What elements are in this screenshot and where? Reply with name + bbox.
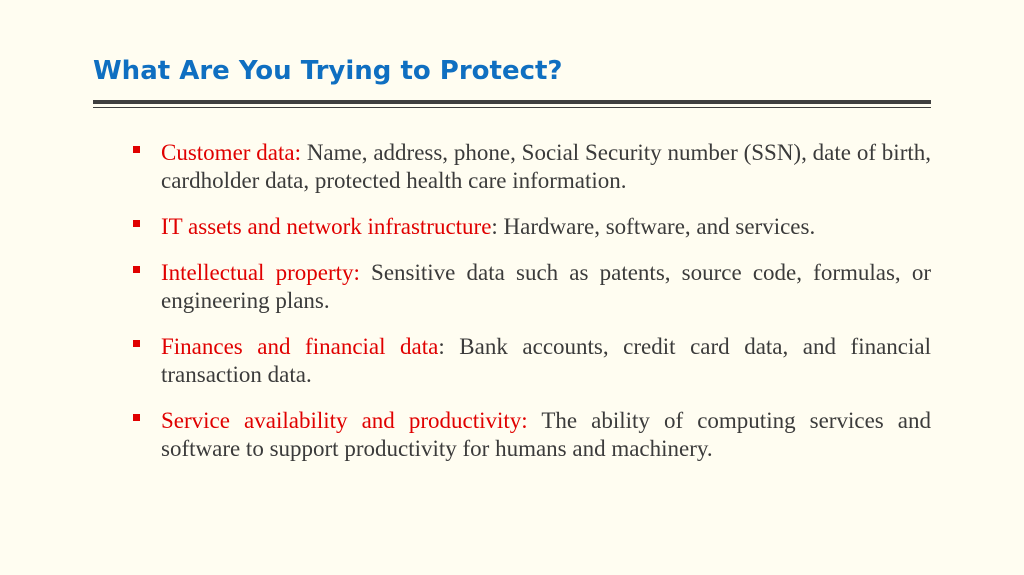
square-bullet-icon [133, 414, 140, 421]
bullet-term: Intellectual property: [161, 260, 360, 285]
bullet-text: Name, address, phone, Social Security number (SSN), date of birth, cardholder data, protected health care information. [161, 140, 932, 193]
square-bullet-icon [133, 266, 140, 273]
list-item [133, 333, 931, 389]
list-item [133, 259, 931, 315]
list-item [133, 213, 931, 241]
title-divider-thick [93, 100, 931, 104]
bullet-term: Finances and financial data [161, 334, 439, 359]
bullet-list [133, 139, 931, 481]
bullet-text: Sensitive data such as patents, source code, formulas, or engineering plans. [161, 260, 931, 313]
bullet-text: : Hardware, software, and services. [491, 214, 816, 239]
bullet-text: The ability of computing services and software to support productivity for humans and machinery. [161, 408, 932, 461]
list-item [133, 407, 931, 463]
square-bullet-icon [133, 146, 140, 153]
list-item [133, 139, 931, 195]
square-bullet-icon [133, 340, 140, 347]
title-divider-thin [93, 107, 931, 108]
bullet-text: : Bank accounts, credit card data, and financial transaction data. [161, 334, 932, 387]
bullet-term: Customer data: [161, 140, 301, 165]
bullet-term: IT assets and network infrastructure [161, 214, 492, 239]
square-bullet-icon [133, 220, 140, 227]
slide-title: What Are You Trying to Protect? [93, 56, 563, 86]
bullet-term: Service availability and productivity: [161, 408, 528, 433]
